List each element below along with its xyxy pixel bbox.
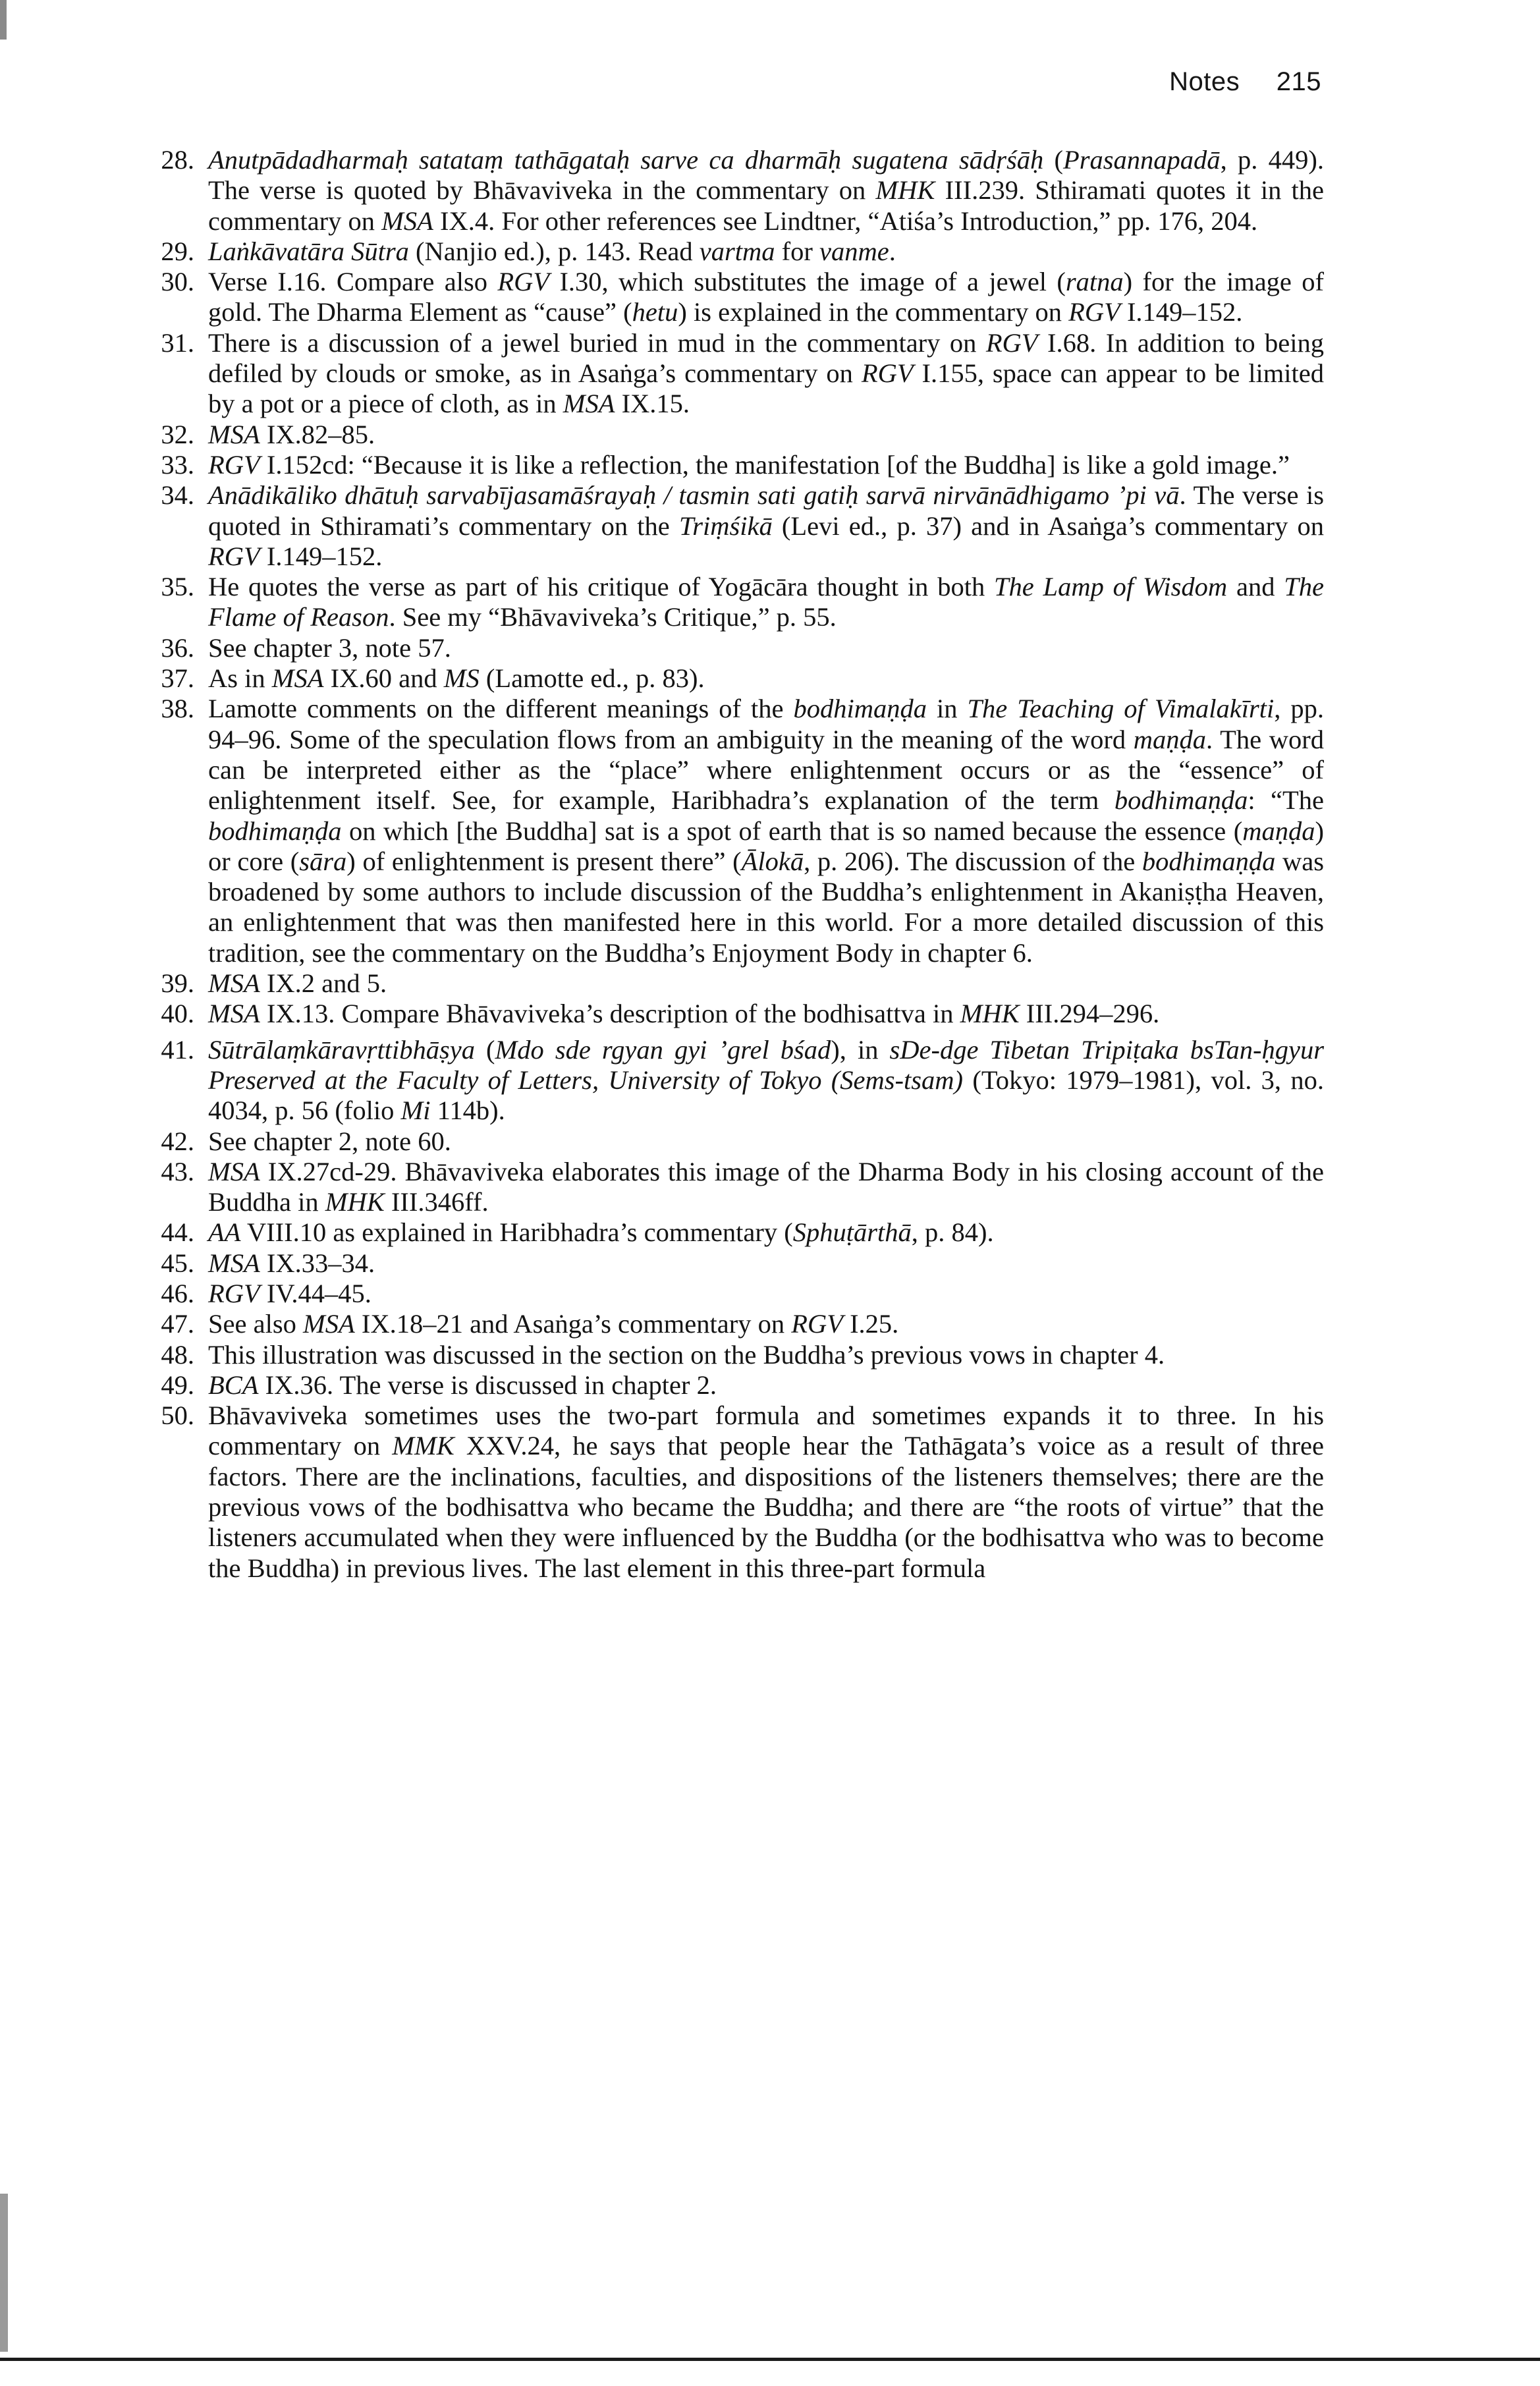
note-item	[158, 1309, 1324, 1339]
page-number: 215	[1276, 67, 1321, 96]
note-item	[158, 267, 1324, 328]
note-text: As in MSA IX.60 and MS (Lamotte ed., p. 83).	[208, 663, 705, 694]
note-number: 45.	[161, 1248, 194, 1278]
note-text: BCA IX.36. The verse is discussed in chapter 2.	[208, 1370, 717, 1400]
note-text: Anādikāliko dhātuḥ sarvabījasamāśrayaḥ / tasmin sati gatiḥ sarvā nirvānādhigamo ’pi vā. The verse is quoted in Sthiramati’s commentary on the Triṃśikā (Levi ed., p. 37) and in Asaṅga’s commentary on RGV I.149–152.	[208, 480, 1324, 571]
note-number: 41.	[161, 1034, 194, 1065]
note-text: Verse I.16. Compare also RGV I.30, which substitutes the image of a jewel (ratna) for the image of gold. The Dharma Element as “cause” (hetu) is explained in the commentary on RGV I.149–152.	[208, 267, 1324, 327]
note-number: 34.	[161, 480, 194, 511]
note-number: 49.	[161, 1370, 194, 1400]
note-text: MSA IX.13. Compare Bhāvaviveka’s description of the bodhisattva in MHK III.294–296.	[208, 999, 1160, 1029]
note-text: See chapter 2, note 60.	[208, 1126, 451, 1156]
note-text: See chapter 3, note 57.	[208, 632, 451, 663]
note-number: 42.	[161, 1126, 194, 1156]
note-number: 30.	[161, 267, 194, 297]
note-item	[158, 450, 1324, 480]
note-text: Laṅkāvatāra Sūtra (Nanjio ed.), p. 143. Read vartma for vanme.	[208, 236, 896, 266]
note-number: 46.	[161, 1278, 194, 1308]
note-text: He quotes the verse as part of his critique of Yogācāra thought in both The Lamp of Wisdom and The Flame of Reason. See my “Bhāvaviveka’s Critique,” p. 55.	[208, 572, 1324, 632]
note-number: 50.	[161, 1401, 194, 1431]
notes-list	[158, 145, 1324, 1584]
scan-bottom-rule	[0, 2358, 1540, 2361]
note-text: Lamotte comments on the different meanings of the bodhimaṇḍa in The Teaching of Vimalakīrti, pp. 94–96. Some of the speculation flows from an ambiguity in the meaning of the word maṇḍa. The word can be interpreted either as the “place” where enlightenment occurs or as the “essence” of enlightenment itself. See, for example, Haribhadra’s explanation of the term bodhimaṇḍa: “The bodhimaṇḍa on which [the Buddha] sat is a spot of earth that is so named because the essence (maṇḍa) or core (sāra) of enlightenment is present there” (Ālokā, p. 206). The discussion of the bodhimaṇḍa was broadened by some authors to include discussion of the Buddha’s enlightenment in Akaniṣṭha Heaven, an enlightenment that was then manifested here in this world. For a more detailed discussion of this tradition, see the commentary on the Buddha’s Enjoyment Body in chapter 6.	[208, 694, 1325, 968]
note-item	[158, 999, 1324, 1029]
note-item	[158, 1157, 1324, 1218]
note-text: RGV IV.44–45.	[208, 1278, 371, 1308]
note-text: This illustration was discussed in the section on the Buddha’s previous vows in chapter 4.	[208, 1339, 1165, 1370]
scan-edge-mark-top	[0, 0, 7, 40]
note-item	[158, 1248, 1324, 1279]
note-number: 38.	[161, 694, 194, 724]
note-text: There is a discussion of a jewel buried in mud in the commentary on RGV I.68. In addition to being defiled by clouds or smoke, as in Asaṅga’s commentary on RGV I.155, space can appear to be limited by a pot or a piece of cloth, as in MSA IX.15.	[208, 327, 1324, 419]
note-item	[158, 480, 1324, 572]
note-item	[158, 236, 1324, 267]
note-item	[158, 1035, 1324, 1126]
note-text: MSA IX.82–85.	[208, 419, 375, 449]
note-item	[158, 1401, 1324, 1584]
note-item	[158, 694, 1324, 968]
note-number: 43.	[161, 1156, 194, 1186]
note-item	[158, 328, 1324, 420]
note-item	[158, 572, 1324, 633]
note-text: MSA IX.33–34.	[208, 1248, 375, 1278]
scan-edge-mark-bottom	[0, 2194, 8, 2352]
note-number: 28.	[161, 145, 194, 175]
note-item	[158, 145, 1324, 236]
note-number: 33.	[161, 449, 194, 480]
note-number: 32.	[161, 419, 194, 449]
section-title: Notes	[1169, 67, 1240, 96]
note-number: 40.	[161, 999, 194, 1029]
note-number: 44.	[161, 1217, 194, 1248]
note-number: 47.	[161, 1309, 194, 1339]
note-number: 36.	[161, 632, 194, 663]
note-text: MSA IX.27cd-29. Bhāvaviveka elaborates this image of the Dharma Body in his closing account of the Buddha in MHK III.346ff.	[208, 1156, 1324, 1217]
note-item	[158, 1217, 1324, 1248]
note-item	[158, 420, 1324, 450]
note-number: 29.	[161, 236, 194, 266]
note-number: 31.	[161, 327, 194, 358]
note-number: 48.	[161, 1339, 194, 1370]
note-item	[158, 1340, 1324, 1370]
note-number: 37.	[161, 663, 194, 694]
note-text: RGV I.152cd: “Because it is like a reflection, the manifestation [of the Buddha] is like a gold image.”	[208, 449, 1290, 480]
note-text: Anutpādadharmaḥ satataṃ tathāgataḥ sarve ca dharmāḥ sugatena sādṛśāḥ (Prasannapadā, p. 449). The verse is quoted by Bhāvaviveka in the commentary on MHK III.239. Sthiramati quotes it in the commentary on MSA IX.4. For other references see Lindtner, “Atiśa’s Introduction,” pp. 176, 204.	[208, 145, 1324, 236]
note-text: Sūtrālaṃkāravṛttibhāṣya (Mdo sde rgyan gyi ’grel bśad), in sDe-dge Tibetan Tripiṭaka bsTan-ḥgyur Preserved at the Faculty of Letters, University of Tokyo (Sems-tsam) (Tokyo: 1979–1981), vol. 3, no. 4034, p. 56 (folio Mi 114b).	[208, 1034, 1325, 1126]
note-item	[158, 1370, 1324, 1401]
note-item	[158, 1279, 1324, 1309]
note-text: Bhāvaviveka sometimes uses the two-part formula and sometimes expands it to three. In his commentary on MMK XXV.24, he says that people hear the Tathāgata’s voice as a result of three factors. There are the inclinations, faculties, and dispositions of the listeners themselves; there are the previous vows of the bodhisattva who became the Buddha; and there are “the roots of virtue” that the listeners accumulated when they were influenced by the Buddha (or the bodhisattva who was to become the Buddha) in previous lives. The last element in this three-part formula	[208, 1401, 1324, 1583]
note-text: AA VIII.10 as explained in Haribhadra’s commentary (Sphuṭārthā, p. 84).	[208, 1217, 994, 1248]
note-text: MSA IX.2 and 5.	[208, 968, 387, 999]
note-item	[158, 968, 1324, 999]
note-item	[158, 633, 1324, 663]
note-text: See also MSA IX.18–21 and Asaṅga’s commentary on RGV I.25.	[208, 1309, 899, 1339]
note-number: 39.	[161, 968, 194, 999]
note-item	[158, 1126, 1324, 1157]
note-item	[158, 663, 1324, 694]
note-number: 35.	[161, 572, 194, 602]
running-header	[1169, 67, 1321, 97]
